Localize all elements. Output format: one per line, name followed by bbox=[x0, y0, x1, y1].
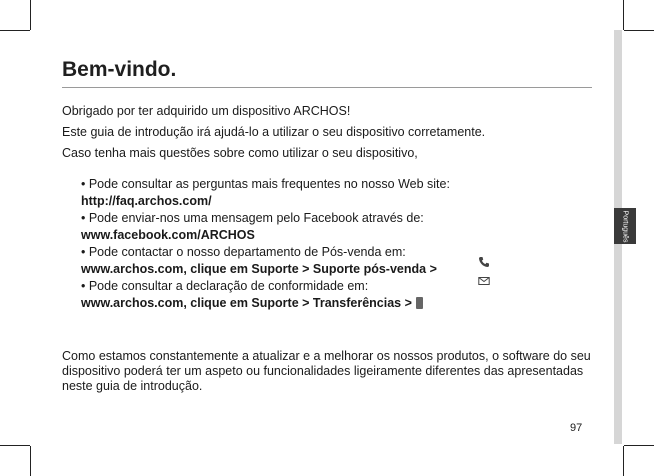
downloads-link[interactable]: www.archos.com, clique em Suporte > Transferências > bbox=[81, 296, 412, 310]
crop-mark bbox=[624, 445, 654, 446]
crop-mark bbox=[0, 445, 30, 446]
list-item bbox=[81, 176, 450, 210]
list-item bbox=[81, 210, 450, 244]
faq-link[interactable]: http://faq.archos.com/ bbox=[81, 194, 212, 208]
intro-line: Este guia de introdução irá ajudá-lo a utilizar o seu dispositivo corretamente. bbox=[62, 125, 486, 139]
update-notice: Como estamos constantemente a atualizar e a melhorar os nossos produtos, o software do seu dispositivo poderá ter um aspeto ou funcionalidades ligeiramente diferentes das apresentadas neste guia de introdução. bbox=[62, 349, 591, 393]
crop-mark bbox=[30, 0, 31, 30]
crop-mark bbox=[624, 30, 654, 31]
list-item bbox=[81, 278, 450, 312]
crop-mark bbox=[623, 0, 624, 30]
intro-line: Caso tenha mais questões sobre como utilizar o seu dispositivo, bbox=[62, 146, 418, 160]
intro-paragraph bbox=[62, 101, 485, 164]
intro-line: Obrigado por ter adquirido um dispositivo ARCHOS! bbox=[62, 104, 351, 118]
phone-icon bbox=[478, 256, 490, 268]
item-text: • Pode consultar a declaração de conformidade em: bbox=[81, 279, 369, 293]
crop-mark bbox=[0, 30, 30, 31]
support-list bbox=[81, 176, 450, 312]
page-number: 97 bbox=[570, 422, 583, 434]
item-text: • Pode consultar as perguntas mais frequentes no nosso Web site: bbox=[81, 177, 450, 191]
page-title: Bem-vindo. bbox=[62, 58, 177, 81]
crop-mark bbox=[623, 446, 624, 476]
crop-mark bbox=[30, 446, 31, 476]
item-text: • Pode enviar-nos uma mensagem pelo Facebook através de: bbox=[81, 211, 424, 225]
title-divider bbox=[62, 87, 592, 88]
facebook-link[interactable]: www.facebook.com/ARCHOS bbox=[81, 228, 255, 242]
support-link[interactable]: www.archos.com, clique em Suporte > Suporte pós-venda > bbox=[81, 262, 437, 276]
language-tab bbox=[614, 208, 636, 244]
list-item bbox=[81, 244, 450, 278]
mail-icon bbox=[478, 275, 490, 287]
document-icon bbox=[416, 297, 423, 309]
item-text: • Pode contactar o nosso departamento de Pós-venda em: bbox=[81, 245, 406, 259]
language-tab-label: Português bbox=[621, 210, 629, 242]
